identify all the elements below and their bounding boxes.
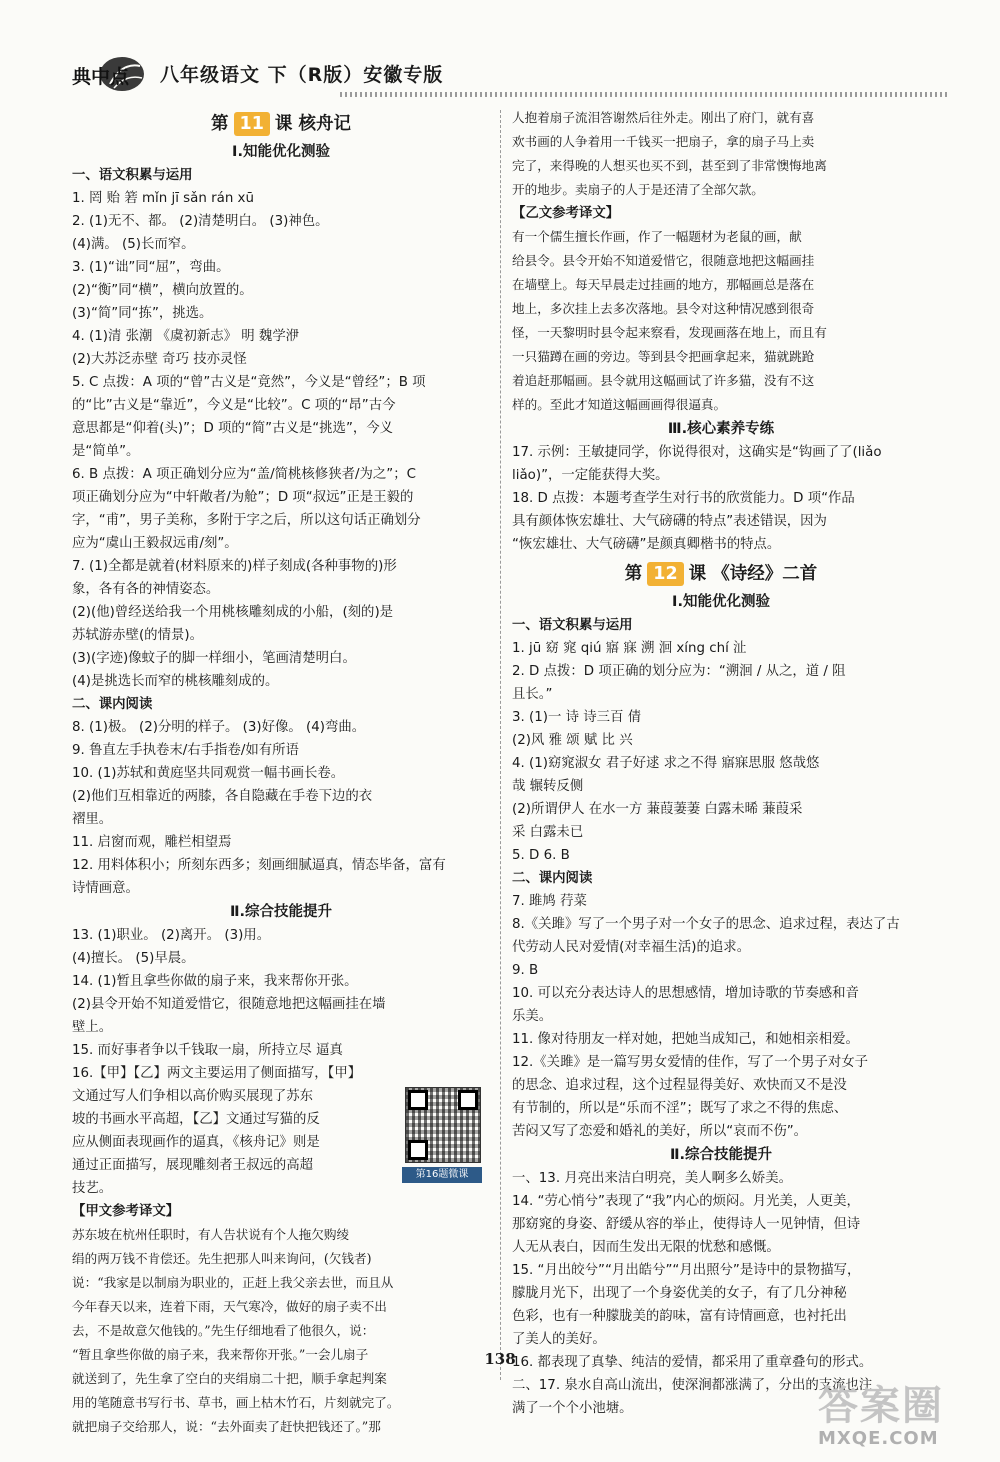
translation-line: 就送到了，先生拿了空白的夹绢扇二十把，顺手拿起判案 bbox=[72, 1371, 387, 1386]
answer-line: 15. 而好事者争以千钱取一扇，所持立尽 逼真 bbox=[72, 1043, 343, 1058]
translation-line: 人抱着扇子流泪答谢然后往外走。刚出了府门，就有喜 bbox=[512, 110, 815, 125]
answer-line: 16.【甲】【乙】两文主要运用了侧面描写，【甲】 bbox=[72, 1066, 362, 1081]
lesson-number-badge: 11 bbox=[234, 112, 270, 136]
answers-8-12 bbox=[72, 716, 490, 900]
answer-line: 坡的书画水平高超，【乙】文通过写猫的反 bbox=[72, 1112, 320, 1127]
translation-line: 一只猫蹲在画的旁边。等到县令把画拿起来，猫就跳跄 bbox=[512, 349, 815, 364]
answer-line: 1. 罔 贻 箬 mǐn jī sǎn rán xū bbox=[72, 191, 254, 206]
answer-line: 意思都是“仰着(头)”；D 项的“简”古义是“挑选”，今义 bbox=[72, 421, 394, 436]
lesson-11-title: 第 11 课 核舟记 bbox=[211, 114, 351, 134]
answer-line: 4. (1)窈窕淑女 君子好逑 求之不得 寤寐思服 悠哉悠 bbox=[512, 756, 820, 771]
translation-line: 在墙壁上。每天早晨走过挂画的地方，那幅画总是落在 bbox=[512, 277, 815, 292]
header-rule bbox=[340, 92, 950, 97]
answer-line: 代劳动人民对爱情(对幸福生活)的追求。 bbox=[512, 940, 751, 955]
translation-line: 绢的两万钱不肯偿还。先生把那人叫来询问，(欠钱者) bbox=[72, 1251, 372, 1266]
answer-line: 14. “劳心悄兮”表现了“我”内心的烦闷。月光美，人更美， bbox=[512, 1194, 860, 1209]
qr-code[interactable] bbox=[402, 1085, 482, 1189]
translation-line: 地上，多次挂上去多次落地。县令对这种情况感到很奇 bbox=[512, 301, 815, 316]
brand-logo bbox=[70, 54, 148, 96]
qr-code-icon bbox=[405, 1087, 481, 1163]
watermark-url: MXQE.COM bbox=[818, 1428, 939, 1449]
answer-line: 满了一个个小池塘。 bbox=[512, 1401, 633, 1416]
answer-line: 13. (1)职业。 (2)离开。 (3)用。 bbox=[72, 928, 271, 943]
book-title: 八年级语文 下（R版）安徽专版 bbox=[160, 64, 444, 86]
translation-line: 完了，来得晚的人想买也买不到，甚至到了非常懊悔地离 bbox=[512, 158, 827, 173]
answer-line: (2)县令开始不知道爱惜它，很随意地把这幅画挂在墙 bbox=[72, 997, 386, 1012]
section-heading: Ⅱ.综合技能提升 bbox=[669, 1147, 773, 1163]
translation-line: 用的笔随意书写行书、草书，画上枯木竹石，片刻就完了。 bbox=[72, 1395, 400, 1410]
subsection-heading: 二、课内阅读 bbox=[512, 871, 593, 886]
answer-line: 朦胧月光下，出现了一个身姿优美的女子，有了几分神秘 bbox=[512, 1286, 847, 1301]
translation-line: 有一个儒生擅长作画，作了一幅题材为老鼠的画，献 bbox=[512, 229, 802, 244]
lesson-number-badge: 12 bbox=[647, 562, 683, 586]
answer-line: 8.《关雎》写了一个男子对一个女子的思念、追求过程，表达了古 bbox=[512, 917, 900, 932]
answer-line: 壁上。 bbox=[72, 1020, 113, 1035]
answer-line: 的思念、追求过程，这个过程显得美好、欢快而又不是没 bbox=[512, 1078, 847, 1093]
answer-line: 11. 启窗而观，雕栏相望焉 bbox=[72, 835, 232, 850]
answers-1-6 bbox=[512, 637, 930, 867]
answer-line: 一、13. 月亮出来洁白明亮，美人啊多么娇美。 bbox=[512, 1171, 792, 1186]
answer-line: 通过正面描写，展现雕刻者王叔远的高超 bbox=[72, 1158, 314, 1173]
answer-line: 苦闷又写了恋爱和婚礼的美好，所以“哀而不伤”。 bbox=[512, 1124, 808, 1139]
answer-line: 2. D 点拨：D 项正确的划分应为：“溯洄 / 从之，道 / 阻 bbox=[512, 664, 846, 679]
answer-line: 18. D 点拨：本题考查学生对行书的欣赏能力。D 项“作品 bbox=[512, 491, 855, 506]
answer-line: 那窈窕的身姿、舒缓从容的举止，使得诗人一见钟情，但诗 bbox=[512, 1217, 861, 1232]
translation-line: 今年春天以来，连着下雨，天气寒冷，做好的扇子卖不出 bbox=[72, 1299, 387, 1314]
answer-line: 了美人的美好。 bbox=[512, 1332, 606, 1347]
translation-line: 样的。至此才知道这幅画画得很逼真。 bbox=[512, 397, 727, 412]
translation-heading: 【甲文参考译文】 bbox=[72, 1204, 180, 1219]
watermark-logo bbox=[800, 1372, 980, 1460]
answer-line: 4. (1)清 张潮 《虞初新志》 明 魏学洢 bbox=[72, 329, 300, 344]
page-number: 138 bbox=[484, 1350, 516, 1368]
answer-line: 应为“虞山王毅叔远甫/刻”。 bbox=[72, 536, 238, 551]
watermark-text: 答案圈 bbox=[818, 1383, 944, 1429]
answer-line: 9. 鲁直左手执卷末/右手指卷/如有所语 bbox=[72, 743, 299, 758]
answer-line: (2)大苏泛赤壁 奇巧 技亦灵怪 bbox=[72, 352, 247, 367]
section-heading: Ⅰ.知能优化测验 bbox=[232, 144, 330, 160]
translation-line: 给县令。县令开始不知道爱惜它，很随意地把这幅画挂 bbox=[512, 253, 815, 268]
page-header bbox=[70, 52, 950, 100]
answer-line: 文通过写人们争相以高价购买展现了苏东 bbox=[72, 1089, 314, 1104]
answer-line: 12. 用料体积小；所刻东西多；刻画细腻逼真，情态毕备，富有 bbox=[72, 858, 446, 873]
answer-line: 9. B bbox=[512, 963, 539, 978]
section-heading: Ⅲ.核心素养专练 bbox=[667, 421, 775, 437]
answer-line: (3)(字迹)像蚊子的脚一样细小，笔画清楚明白。 bbox=[72, 651, 356, 666]
answer-line: 褶里。 bbox=[72, 812, 113, 827]
answer-line: 17. 示例：王敏捷同学，你说得很对，这确实是“钩画了了(liǎo bbox=[512, 445, 882, 460]
translation-line: 开的地步。卖扇子的人于是还清了全部欠款。 bbox=[512, 182, 764, 197]
answers-17-18 bbox=[512, 441, 930, 556]
answer-line: 且长。” bbox=[512, 687, 553, 702]
answer-line: 项正确划分应为“中轩敞者/为舱”；D 项“叔远”正是王毅的 bbox=[72, 490, 414, 505]
answer-line: 是“简单”。 bbox=[72, 444, 140, 459]
answer-line: 具有颜体恢宏雄壮、大气磅礴的特点”表述错误，因为 bbox=[512, 514, 827, 529]
lesson-12-title: 第 12 课 《诗经》二首 bbox=[624, 564, 818, 584]
answer-line: liǎo)”，一定能获得大奖。 bbox=[512, 468, 669, 483]
answer-line: 字，“甫”，男子美称，多附于字之后，所以这句话正确划分 bbox=[72, 513, 421, 528]
translation-a-text bbox=[72, 1223, 490, 1439]
section-heading: Ⅱ.综合技能提升 bbox=[229, 904, 333, 920]
answer-line: 7. 雎鸠 荇菜 bbox=[512, 894, 587, 909]
translation-line: “暂且拿些你做的扇子来，我来帮你开张。”一会儿扇子 bbox=[72, 1347, 369, 1362]
translation-line: 说：“我家是以制扇为职业的，正赶上我父亲去世，而且从 bbox=[72, 1275, 394, 1290]
answer-line: (2)风 雅 颂 赋 比 兴 bbox=[512, 733, 633, 748]
answer-line: 3. (1)“诎”同“屈”，弯曲。 bbox=[72, 260, 230, 275]
qr-caption: 第16题微课 bbox=[402, 1167, 482, 1183]
answer-line: (4)是挑选长而窄的桃核雕刻成的。 bbox=[72, 674, 279, 689]
answer-line: 8. (1)极。 (2)分明的样子。 (3)好像。 (4)弯曲。 bbox=[72, 720, 366, 735]
answer-line: 的“比”古义是“靠近”，今义是“比较”。C 项的“昂”古今 bbox=[72, 398, 396, 413]
answer-line: 10. 可以充分表达诗人的思想感情，增加诗歌的节奏感和音 bbox=[512, 986, 859, 1001]
answers-7-12 bbox=[512, 890, 930, 1143]
answer-line: 15. “月出皎兮”“月出皓兮”“月出照兮”是诗中的景物描写， bbox=[512, 1263, 861, 1278]
translation-line: 去，不是故意欠他钱的。”先生仔细地看了他很久，说： bbox=[72, 1323, 375, 1338]
answer-line: (4)满。 (5)长而窄。 bbox=[72, 237, 195, 252]
answers-1-7 bbox=[72, 187, 490, 693]
answer-line: 技艺。 bbox=[72, 1181, 113, 1196]
translation-a-continued bbox=[512, 106, 930, 202]
answer-line: 5. D 6. B bbox=[512, 848, 570, 863]
left-column bbox=[72, 106, 490, 1439]
answer-line: 3. (1)一 诗 诗三百 倩 bbox=[512, 710, 642, 725]
subsection-heading: 一、语文积累与运用 bbox=[72, 168, 193, 183]
answer-line: 1. jū 窈 窕 qiú 寤 寐 溯 洄 xíng chí 沚 bbox=[512, 641, 747, 656]
answer-line: 人无从表白，因而生发出无限的忧愁和感慨。 bbox=[512, 1240, 780, 1255]
answer-line: 采 白露未已 bbox=[512, 825, 584, 840]
answer-line: 10. (1)苏轼和黄庭坚共同观赏一幅书画长卷。 bbox=[72, 766, 345, 781]
column-divider bbox=[500, 110, 501, 1380]
translation-line: 怪，一天黎明时县令起来察看，发现画落在地上，而且有 bbox=[512, 325, 827, 340]
answer-line: (2)他们互相靠近的两膝，各自隐藏在手卷下边的衣 bbox=[72, 789, 373, 804]
answer-line: (2)“衡”同“横”，横向放置的。 bbox=[72, 283, 253, 298]
translation-b-text bbox=[512, 225, 930, 417]
answer-line: 2. (1)无不、都。 (2)清楚明白。 (3)神色。 bbox=[72, 214, 329, 229]
answer-line: 色彩，也有一种朦胧美的韵味，富有诗情画意，也衬托出 bbox=[512, 1309, 847, 1324]
translation-line: 欢书画的人争着用一千钱买一把扇子，拿的扇子马上卖 bbox=[512, 134, 815, 149]
answer-line: 应从侧面表现画作的逼真，《核舟记》则是 bbox=[72, 1135, 320, 1150]
answer-line: 苏轼游赤壁(的情景)。 bbox=[72, 628, 203, 643]
answer-line: 7. (1)全都是就着(材料原来的)样子刻成(各种事物的)形 bbox=[72, 559, 397, 574]
answer-line: (2)所谓伊人 在水一方 蒹葭萋萋 白露未晞 蒹葭采 bbox=[512, 802, 803, 817]
subsection-heading: 二、课内阅读 bbox=[72, 697, 153, 712]
section-heading: Ⅰ.知能优化测验 bbox=[672, 594, 770, 610]
translation-line: 就把扇子交给那人，说：“去外面卖了赶快把钱还了。”那 bbox=[72, 1419, 381, 1434]
answers-13-15 bbox=[72, 924, 490, 1062]
answer-line: 16. 都表现了真挚、纯洁的爱情，都采用了重章叠句的形式。 bbox=[512, 1355, 873, 1370]
answer-line: 二、17. 泉水自高山流出，使深涧都涨满了，分出的支流也注 bbox=[512, 1378, 873, 1393]
answer-line: 5. C 点拨：A 项的“曾”古义是“竟然”，今义是“曾经”；B 项 bbox=[72, 375, 426, 390]
answer-line: 14. (1)暂且拿些你做的扇子来，我来帮你开张。 bbox=[72, 974, 358, 989]
answer-line: 11. 像对待朋友一样对她，把她当成知己，和她相亲相爱。 bbox=[512, 1032, 859, 1047]
answer-line: 乐美。 bbox=[512, 1009, 553, 1024]
translation-line: 着追赶那幅画。县令就用这幅画试了许多猫，没有不这 bbox=[512, 373, 815, 388]
answer-line: “恢宏雄壮、大气磅礴”是颜真卿楷书的特点。 bbox=[512, 537, 781, 552]
right-column bbox=[512, 106, 930, 1420]
translation-heading: 【乙文参考译文】 bbox=[512, 206, 620, 221]
translation-line: 苏东坡在杭州任职时，有人告状说有个人拖欠购绫 bbox=[72, 1227, 350, 1242]
logo-text: 典中点 bbox=[72, 66, 130, 88]
answer-line: 哉 辗转反侧 bbox=[512, 779, 584, 794]
answer-line: 有节制的，所以是“乐而不淫”；既写了求之不得的焦虑、 bbox=[512, 1101, 848, 1116]
subsection-heading: 一、语文积累与运用 bbox=[512, 618, 633, 633]
answer-line: 诗情画意。 bbox=[72, 881, 139, 896]
answer-line: (3)“简”同“拣”，挑选。 bbox=[72, 306, 213, 321]
answer-line: 象，各有各的神情姿态。 bbox=[72, 582, 220, 597]
answer-line: (4)擅长。 (5)早晨。 bbox=[72, 951, 195, 966]
answer-line: 12.《关雎》是一篇写男女爱情的佳作，写了一个男子对女子 bbox=[512, 1055, 869, 1070]
answer-line: 6. B 点拨：A 项正确划分应为“盖/简桃核修狭者/为之”；C bbox=[72, 467, 416, 482]
answer-line: (2)(他)曾经送给我一个用桃核雕刻成的小船，(刻的)是 bbox=[72, 605, 394, 620]
